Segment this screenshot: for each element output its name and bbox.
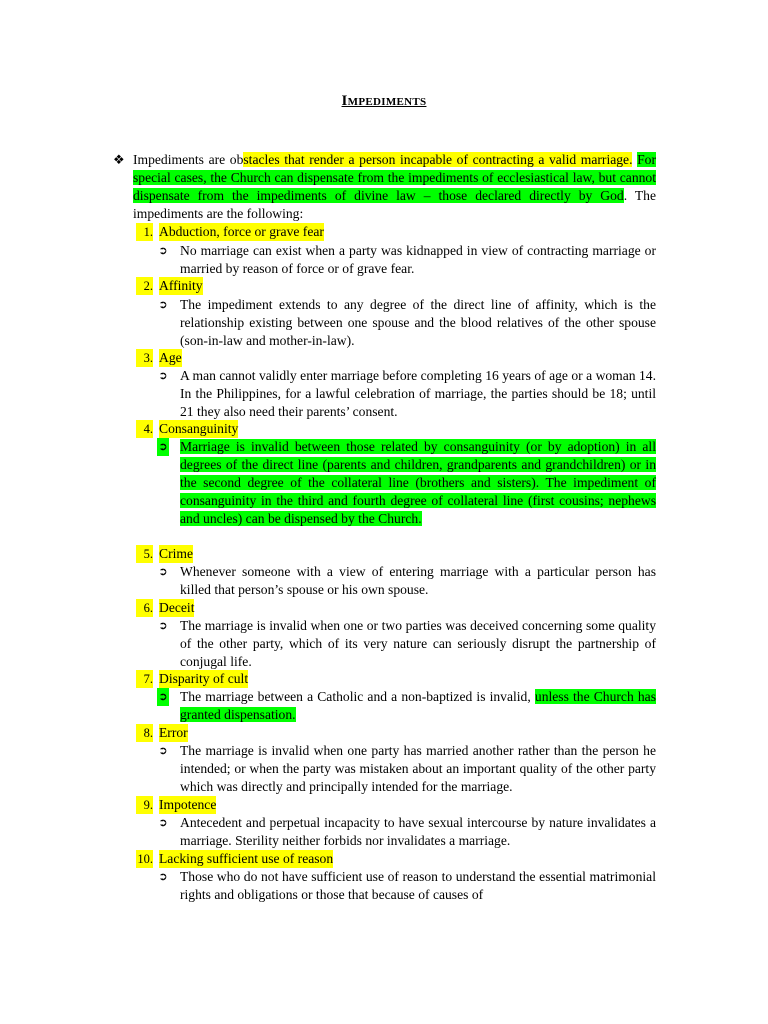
arrow-bullet-icon: ➲ bbox=[158, 566, 168, 578]
item-description bbox=[180, 688, 656, 724]
item-description: No marriage can exist when a party was kidnapped in view of contracting marriage or married by reason of force or of grave fear. bbox=[180, 243, 656, 276]
intro-paragraph bbox=[133, 151, 656, 223]
item-text-highlight-green: unless the Church has granted dispensation. bbox=[180, 689, 656, 722]
item-text: The marriage between a Catholic and a non-baptized is invalid, bbox=[180, 689, 535, 704]
arrow-bullet-icon: ➲ bbox=[158, 620, 168, 632]
item-number: 4. bbox=[136, 420, 153, 438]
item-number: 6. bbox=[136, 599, 153, 617]
item-number: 5. bbox=[136, 545, 153, 563]
item-heading: Disparity of cult bbox=[159, 671, 249, 686]
item-heading: Deceit bbox=[159, 600, 195, 615]
arrow-bullet-icon: ➲ bbox=[158, 370, 168, 382]
item-heading: Abduction, force or grave fear bbox=[159, 224, 324, 239]
item-description: Antecedent and perpetual incapacity to have sexual intercourse by nature invalidates a marriage. Sterility neither forbids nor invalidates a marriage. bbox=[180, 815, 656, 848]
arrow-bullet-icon: ➲ bbox=[158, 871, 168, 883]
item-description bbox=[180, 438, 656, 528]
item-number: 3. bbox=[136, 349, 153, 367]
item-number: 10. bbox=[137, 852, 153, 866]
item-heading: Crime bbox=[159, 546, 193, 561]
item-heading: Lacking sufficient use of reason bbox=[159, 851, 334, 866]
intro-text-2: . The impediments are the following: bbox=[133, 188, 657, 221]
item-description: The impediment extends to any degree of the direct line of affinity, which is the relationship existing between one spouse and the blood relatives of the other spouse (son-in-law and mother-in-law). bbox=[180, 297, 656, 348]
item-description: Whenever someone with a view of entering marriage with a particular person has killed that person’s spouse or his own spouse. bbox=[180, 564, 656, 597]
intro-text-highlight-yellow: stacles that render a person incapable of contracting a valid marriage. bbox=[243, 152, 633, 167]
item-description: Those who do not have sufficient use of reason to understand the essential matrimonial rights and obligations or those that because of causes of bbox=[180, 869, 656, 902]
arrow-bullet-icon: ➲ bbox=[158, 299, 168, 311]
arrow-bullet-icon: ➲ bbox=[157, 438, 169, 456]
item-description: A man cannot validly enter marriage before completing 16 years of age or a woman 14. In the Philippines, for a lawful celebration of marriage, the parties should be 18; until 21 they also need their parents’ consent. bbox=[180, 368, 656, 419]
intro-text-1: Impediments are ob bbox=[133, 152, 244, 167]
arrow-bullet-icon: ➲ bbox=[158, 245, 168, 257]
item-number: 7. bbox=[136, 670, 153, 688]
arrow-bullet-icon: ➲ bbox=[157, 688, 169, 706]
item-description: The marriage is invalid when one party has married another rather than the person he intended; or when the party was mistaken about an important quality of the other party which was directly and principally intended for the marriage. bbox=[180, 743, 656, 794]
item-text-highlight-green: The impediment of consanguinity in the third and fourth degree of collateral line (first cousins; nephews and uncles) can be dispensed by the Church. bbox=[180, 475, 656, 526]
arrow-bullet-icon: ➲ bbox=[158, 817, 168, 829]
item-heading: Consanguinity bbox=[159, 421, 239, 436]
item-heading: Age bbox=[159, 350, 182, 365]
item-number: 2. bbox=[136, 277, 153, 295]
intro-text-highlight-green: For special cases, the Church can dispensate from the impediments of ecclesiastical law, but cannot dispensate from the impediments of divine law – those declared directly by God bbox=[133, 152, 656, 203]
item-description: The marriage is invalid when one or two parties was deceived concerning some quality of the other party, which of its very nature can seriously disrupt the partnership of conjugal life. bbox=[180, 618, 656, 669]
item-heading: Impotence bbox=[159, 797, 217, 812]
diamond-bullet-icon: ❖ bbox=[113, 152, 125, 167]
item-number: 9. bbox=[136, 796, 153, 814]
item-text: Marriage is invalid between those related by consanguinity (or by adoption) in all degrees of the direct line (parents and children, grandparents and grandchildren) or in the second degree of the collateral line (brothers and sisters). bbox=[180, 439, 656, 490]
arrow-bullet-icon: ➲ bbox=[158, 745, 168, 757]
item-heading: Affinity bbox=[159, 278, 203, 293]
page-title: Impediments bbox=[341, 93, 427, 109]
item-number: 8. bbox=[136, 724, 153, 742]
item-number: 1. bbox=[136, 223, 153, 241]
item-heading: Error bbox=[159, 725, 188, 740]
